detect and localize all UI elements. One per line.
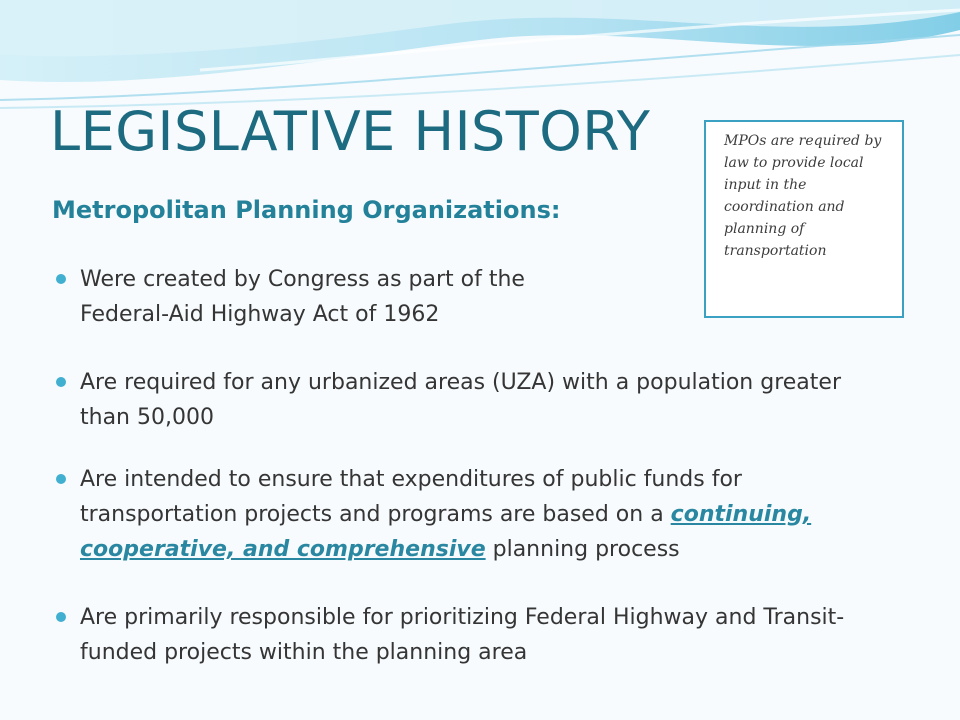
bullet-item xyxy=(56,600,906,670)
bullet-dot-icon xyxy=(56,612,66,622)
bullet-text-before: Are intended to ensure that expenditures of public funds for transportation projects and programs are based on a xyxy=(80,467,742,527)
bullet-item xyxy=(56,262,616,332)
bullet-text-after: planning process xyxy=(485,537,680,562)
bullet-text: Were created by Congress as part of the Federal-Aid Highway Act of 1962 xyxy=(80,267,525,327)
callout-text: MPOs are required by law to provide local input in the coordination and planning of transportation xyxy=(724,133,882,259)
callout-box xyxy=(704,120,904,318)
bullet-text: Are required for any urbanized areas (UZA) with a population greater than 50,000 xyxy=(80,370,841,430)
slide-title: LEGISLATIVE HISTORY xyxy=(50,100,651,163)
bullet-dot-icon xyxy=(56,377,66,387)
bullet-dot-icon xyxy=(56,274,66,284)
bullet-text xyxy=(80,462,906,567)
bullet-text: Are primarily responsible for prioritizing Federal Highway and Transit-funded projects within the planning area xyxy=(80,605,845,665)
slide-subtitle: Metropolitan Planning Organizations: xyxy=(52,196,561,224)
bullet-item xyxy=(56,365,896,435)
bullet-dot-icon xyxy=(56,474,66,484)
bullet-item xyxy=(56,462,906,567)
emphasis-text: continuing, cooperative, and comprehensive xyxy=(80,502,812,562)
